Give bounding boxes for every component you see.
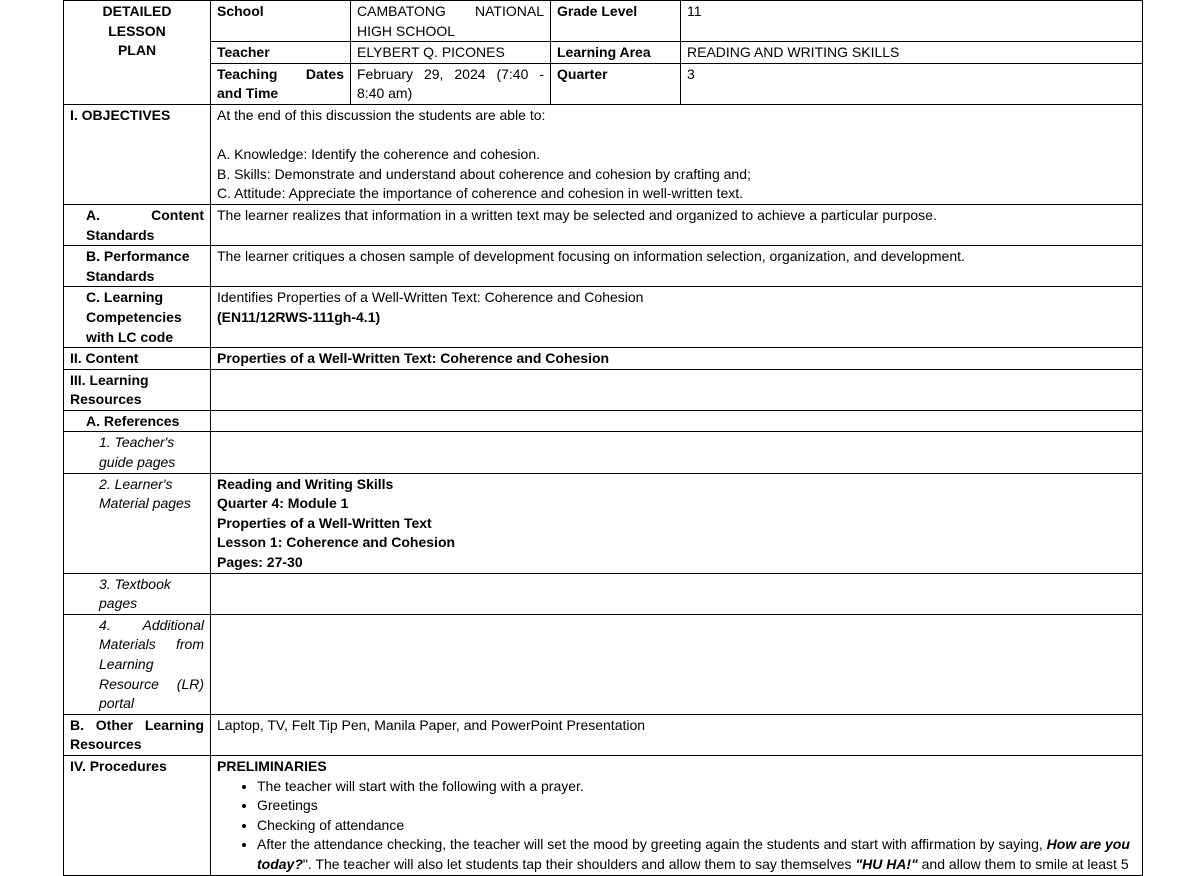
preliminaries-list — [217, 777, 1136, 875]
header-row-school — [64, 1, 1143, 42]
lesson-plan-document — [63, 0, 1142, 876]
grade-level-label: Grade Level — [551, 1, 681, 42]
quarter-value: 3 — [681, 63, 1143, 104]
objectives-content — [211, 104, 1143, 204]
title-line: DETAILED — [102, 3, 172, 19]
performance-standards-row — [64, 246, 1143, 287]
content-label: II. Content — [64, 348, 211, 370]
learners-material-line: Quarter 4: Module 1 — [217, 495, 349, 512]
learning-competencies-row — [64, 287, 1143, 348]
learning-resources-value — [211, 369, 1143, 410]
lesson-plan-table — [63, 0, 1143, 876]
affirmation-chant: "HU HA!" — [855, 855, 918, 872]
list-item: • Greetings — [257, 796, 1136, 816]
quarter-label: Quarter — [551, 63, 681, 104]
learners-material-line: Pages: 27-30 — [217, 554, 303, 571]
header-row-dates — [64, 63, 1143, 104]
learning-area-value: READING AND WRITING SKILLS — [681, 42, 1143, 64]
additional-materials-row — [64, 614, 1143, 714]
competency-code: (EN11/12RWS-111gh-4.1) — [217, 308, 381, 325]
affirmation-question: How are you today? — [257, 836, 1130, 872]
performance-standards-value: The learner critiques a chosen sample of development focusing on information selection, organization, and development. — [211, 246, 1143, 287]
objective-attitude: C. Attitude: Appreciate the importance of coherence and cohesion in well-written text. — [217, 185, 744, 202]
spacer — [217, 126, 1136, 146]
teacher-label: Teacher — [211, 42, 351, 64]
learners-material-value — [211, 473, 1143, 573]
objectives-label: I. OBJECTIVES — [64, 104, 211, 204]
content-row — [64, 348, 1143, 370]
additional-materials-value — [211, 614, 1143, 714]
other-resources-row — [64, 714, 1143, 755]
learning-competencies-label: C. Learning Competencies with LC code — [64, 287, 211, 348]
learning-area-label: Learning Area — [551, 42, 681, 64]
other-resources-label: B. Other Learning Resources — [64, 714, 211, 755]
header-row-teacher — [64, 42, 1143, 64]
preliminaries-heading: PRELIMINARIES — [217, 757, 327, 774]
references-row — [64, 410, 1143, 432]
title-line: LESSON — [108, 22, 166, 39]
objective-skills: B. Skills: Demonstrate and understand about coherence and cohesion by crafting and; — [217, 165, 751, 182]
objective-knowledge: A. Knowledge: Identify the coherence and cohesion. — [217, 146, 540, 163]
learners-material-line: Properties of a Well-Written Text — [217, 514, 432, 531]
references-label: A. References — [64, 410, 211, 432]
learners-material-line: Lesson 1: Coherence and Cohesion — [217, 534, 456, 551]
list-item: • The teacher will start with the following with a prayer. — [257, 777, 1136, 797]
textbook-row — [64, 573, 1143, 614]
teachers-guide-value — [211, 432, 1143, 473]
procedures-row — [64, 755, 1143, 875]
teaching-dates-value: February 29, 2024 (7:40 - 8:40 am) — [351, 63, 551, 104]
grade-level-value: 11 — [681, 1, 1143, 42]
references-value — [211, 410, 1143, 432]
list-item — [257, 835, 1136, 874]
procedures-label: IV. Procedures — [64, 755, 211, 875]
teachers-guide-label: 1. Teacher's guide pages — [64, 432, 211, 473]
title-line: PLAN — [117, 42, 157, 59]
textbook-value — [211, 573, 1143, 614]
learning-resources-label: III. Learning Resources — [64, 369, 211, 410]
school-value: CAMBATONG NATIONAL HIGH SCHOOL — [351, 1, 551, 42]
list-item-text: ". The teacher will also let students tap their shoulders and allow them to say themselves — [302, 855, 856, 872]
list-item-text: and allow them to smile at least 5 — [917, 855, 1129, 872]
teachers-guide-row — [64, 432, 1143, 473]
competency-text: Identifies Properties of a Well-Written Text: Coherence and Cohesion — [217, 289, 644, 306]
learners-material-label: 2. Learner's Material pages — [64, 473, 211, 573]
list-item-text: After the attendance checking, the teacher will set the mood by greeting again the students and start with affirmation by saying, — [257, 836, 1047, 853]
content-standards-label: A. Content Standards — [64, 204, 211, 245]
learning-competencies-content — [211, 287, 1143, 348]
content-standards-row — [64, 204, 1143, 245]
objectives-row — [64, 104, 1143, 204]
teacher-value: ELYBERT Q. PICONES — [351, 42, 551, 64]
content-value: Properties of a Well-Written Text: Coherence and Cohesion — [211, 348, 1143, 370]
textbook-label: 3. Textbook pages — [64, 573, 211, 614]
learning-resources-row — [64, 369, 1143, 410]
additional-materials-label: 4. Additional Materials from Learning Resource (LR) portal — [64, 614, 211, 714]
teaching-dates-label: Teaching Dates and Time — [211, 63, 351, 104]
school-label: School — [211, 1, 351, 42]
learners-material-row — [64, 473, 1143, 573]
performance-standards-label: B. Performance Standards — [64, 246, 211, 287]
objectives-intro: At the end of this discussion the students are able to: — [217, 106, 546, 123]
other-resources-value: Laptop, TV, Felt Tip Pen, Manila Paper, and PowerPoint Presentation — [211, 714, 1143, 755]
content-standards-value: The learner realizes that information in a written text may be selected and organized to achieve a particular purpose. — [211, 204, 1143, 245]
procedures-content — [211, 755, 1143, 875]
list-item: • Checking of attendance — [257, 816, 1136, 836]
document-title — [64, 1, 211, 105]
learners-material-line: Reading and Writing Skills — [217, 475, 394, 492]
